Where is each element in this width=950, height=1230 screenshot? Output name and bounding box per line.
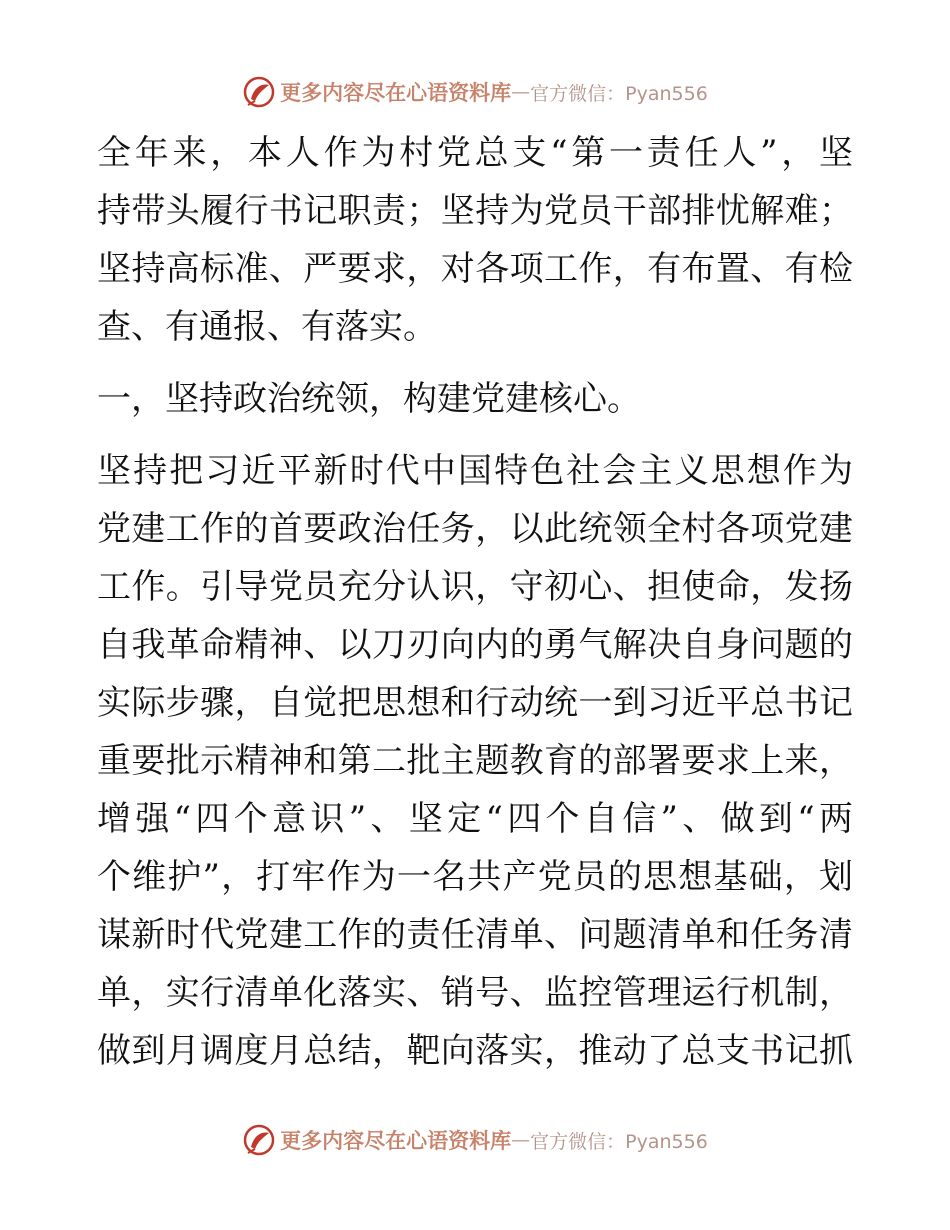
- text-line: 工作。引导党员充分认识，守初心、担使命，发扬: [97, 567, 853, 607]
- watermark-separator: —: [511, 1129, 531, 1151]
- text-line: 重要批示精神和第二批主题教育的部署要求上来，: [97, 741, 853, 781]
- text-line: 自我革命精神、以刀刃向内的勇气解决自身问题的: [97, 625, 853, 665]
- text-line: 全年来，本人作为村党总支“第一责任人”，坚: [97, 133, 853, 173]
- watermark-sub-text: 官方微信：Pyan556: [530, 1130, 708, 1153]
- text-line: 做到月调度月总结，靶向落实，推动了总支书记抓: [97, 1031, 853, 1071]
- watermark-main-text: 更多内容尽在心语资料库: [280, 1128, 512, 1153]
- text-line: 查、有通报、有落实。: [97, 307, 437, 347]
- watermark-main-text: 更多内容尽在心语资料库: [280, 80, 512, 105]
- paragraph: [97, 124, 853, 356]
- text-line: 坚持高标准、严要求，对各项工作，有布置、有检: [97, 249, 853, 289]
- text-line: 增强“四个意识”、坚定“四个自信”、做到“两: [97, 799, 853, 839]
- section-heading: [97, 370, 853, 428]
- text-line: 坚持把习近平新时代中国特色社会主义思想作为: [97, 451, 853, 491]
- text-line: 党建工作的首要政治任务，以此统领全村各项党建: [97, 509, 853, 549]
- document-body: [97, 124, 853, 1080]
- heading-line: 一，坚持政治统领，构建党建核心。: [97, 379, 641, 419]
- text-line: 谋新时代党建工作的责任清单、问题清单和任务清: [97, 915, 853, 955]
- watermark-sub-text: 官方微信：Pyan556: [530, 82, 708, 105]
- text-line: 持带头履行书记职责；坚持为党员干部排忧解难；: [97, 191, 853, 231]
- footer-watermark: [0, 1120, 950, 1160]
- text-line: 单，实行清单化落实、销号、监控管理运行机制，: [97, 973, 853, 1013]
- logo-icon: [242, 75, 276, 109]
- text-line: 实际步骤，自觉把思想和行动统一到习近平总书记: [97, 683, 853, 723]
- watermark-separator: —: [511, 81, 531, 103]
- paragraph: [97, 442, 853, 1080]
- header-watermark: [0, 72, 950, 112]
- text-line: 个维护”，打牢作为一名共产党员的思想基础，划: [97, 857, 853, 897]
- logo-icon: [242, 1123, 276, 1157]
